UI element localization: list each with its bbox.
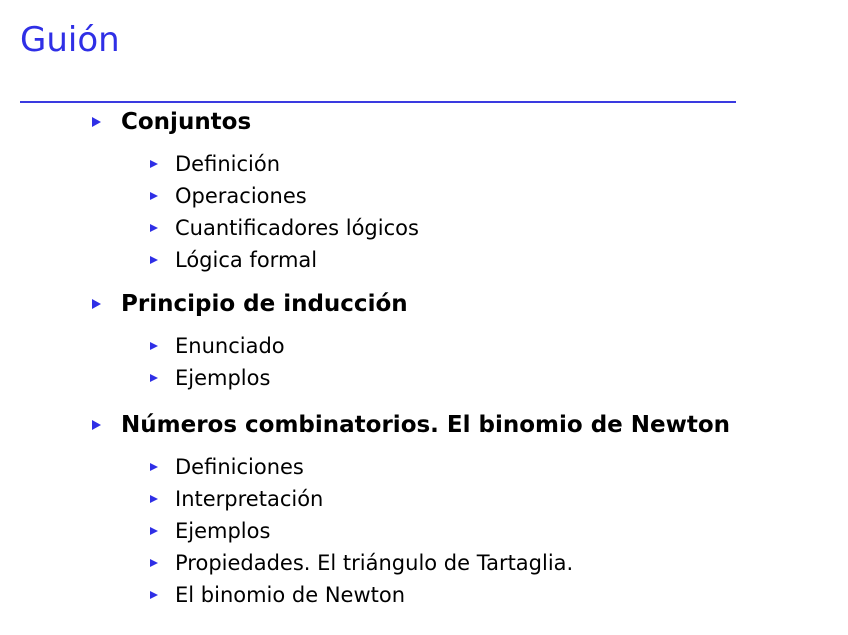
list-item-label: Enunciado — [175, 334, 285, 358]
page-title: Guión — [20, 20, 120, 60]
triangle-bullet-icon — [150, 224, 158, 232]
triangle-bullet-icon — [150, 192, 158, 200]
list-item — [150, 244, 419, 276]
triangle-bullet-icon — [150, 591, 158, 599]
triangle-bullet-icon — [92, 299, 101, 309]
list-item-label: Interpretación — [175, 487, 324, 511]
list-item-label: Propiedades. El triángulo de Tartaglia. — [175, 551, 574, 575]
section-label: Conjuntos — [121, 109, 252, 135]
list-item-label: Lógica formal — [175, 248, 318, 272]
list-item — [150, 547, 730, 579]
list-item — [150, 515, 730, 547]
triangle-bullet-icon — [150, 374, 158, 382]
list-item — [150, 180, 419, 212]
list-item — [150, 330, 408, 362]
list-item — [150, 212, 419, 244]
outline-section-combinatorios — [92, 409, 730, 611]
triangle-bullet-icon — [150, 495, 158, 503]
outline-section-induccion — [92, 288, 408, 394]
triangle-bullet-icon — [150, 160, 158, 168]
list-item — [150, 451, 730, 483]
section-heading — [92, 288, 408, 320]
list-item-label: Definiciones — [175, 455, 304, 479]
triangle-bullet-icon — [150, 256, 158, 264]
triangle-bullet-icon — [150, 559, 158, 567]
section-label: Principio de inducción — [121, 291, 408, 317]
list-item-label: Ejemplos — [175, 366, 271, 390]
list-item — [150, 483, 730, 515]
triangle-bullet-icon — [92, 117, 101, 127]
triangle-bullet-icon — [150, 527, 158, 535]
section-heading — [92, 409, 730, 441]
list-item-label: Definición — [175, 152, 280, 176]
triangle-bullet-icon — [150, 463, 158, 471]
list-item — [150, 362, 408, 394]
triangle-bullet-icon — [92, 420, 101, 430]
subitem-list — [150, 330, 408, 394]
triangle-bullet-icon — [150, 342, 158, 350]
list-item — [150, 148, 419, 180]
subitem-list — [150, 451, 730, 611]
list-item-label: Cuantificadores lógicos — [175, 216, 419, 240]
list-item — [150, 579, 730, 611]
list-item-label: El binomio de Newton — [175, 583, 406, 607]
section-heading — [92, 106, 419, 138]
list-item-label: Ejemplos — [175, 519, 271, 543]
outline-section-conjuntos — [92, 106, 419, 276]
list-item-label: Operaciones — [175, 184, 307, 208]
subitem-list — [150, 148, 419, 276]
section-label: Números combinatorios. El binomio de Newton — [121, 412, 731, 438]
